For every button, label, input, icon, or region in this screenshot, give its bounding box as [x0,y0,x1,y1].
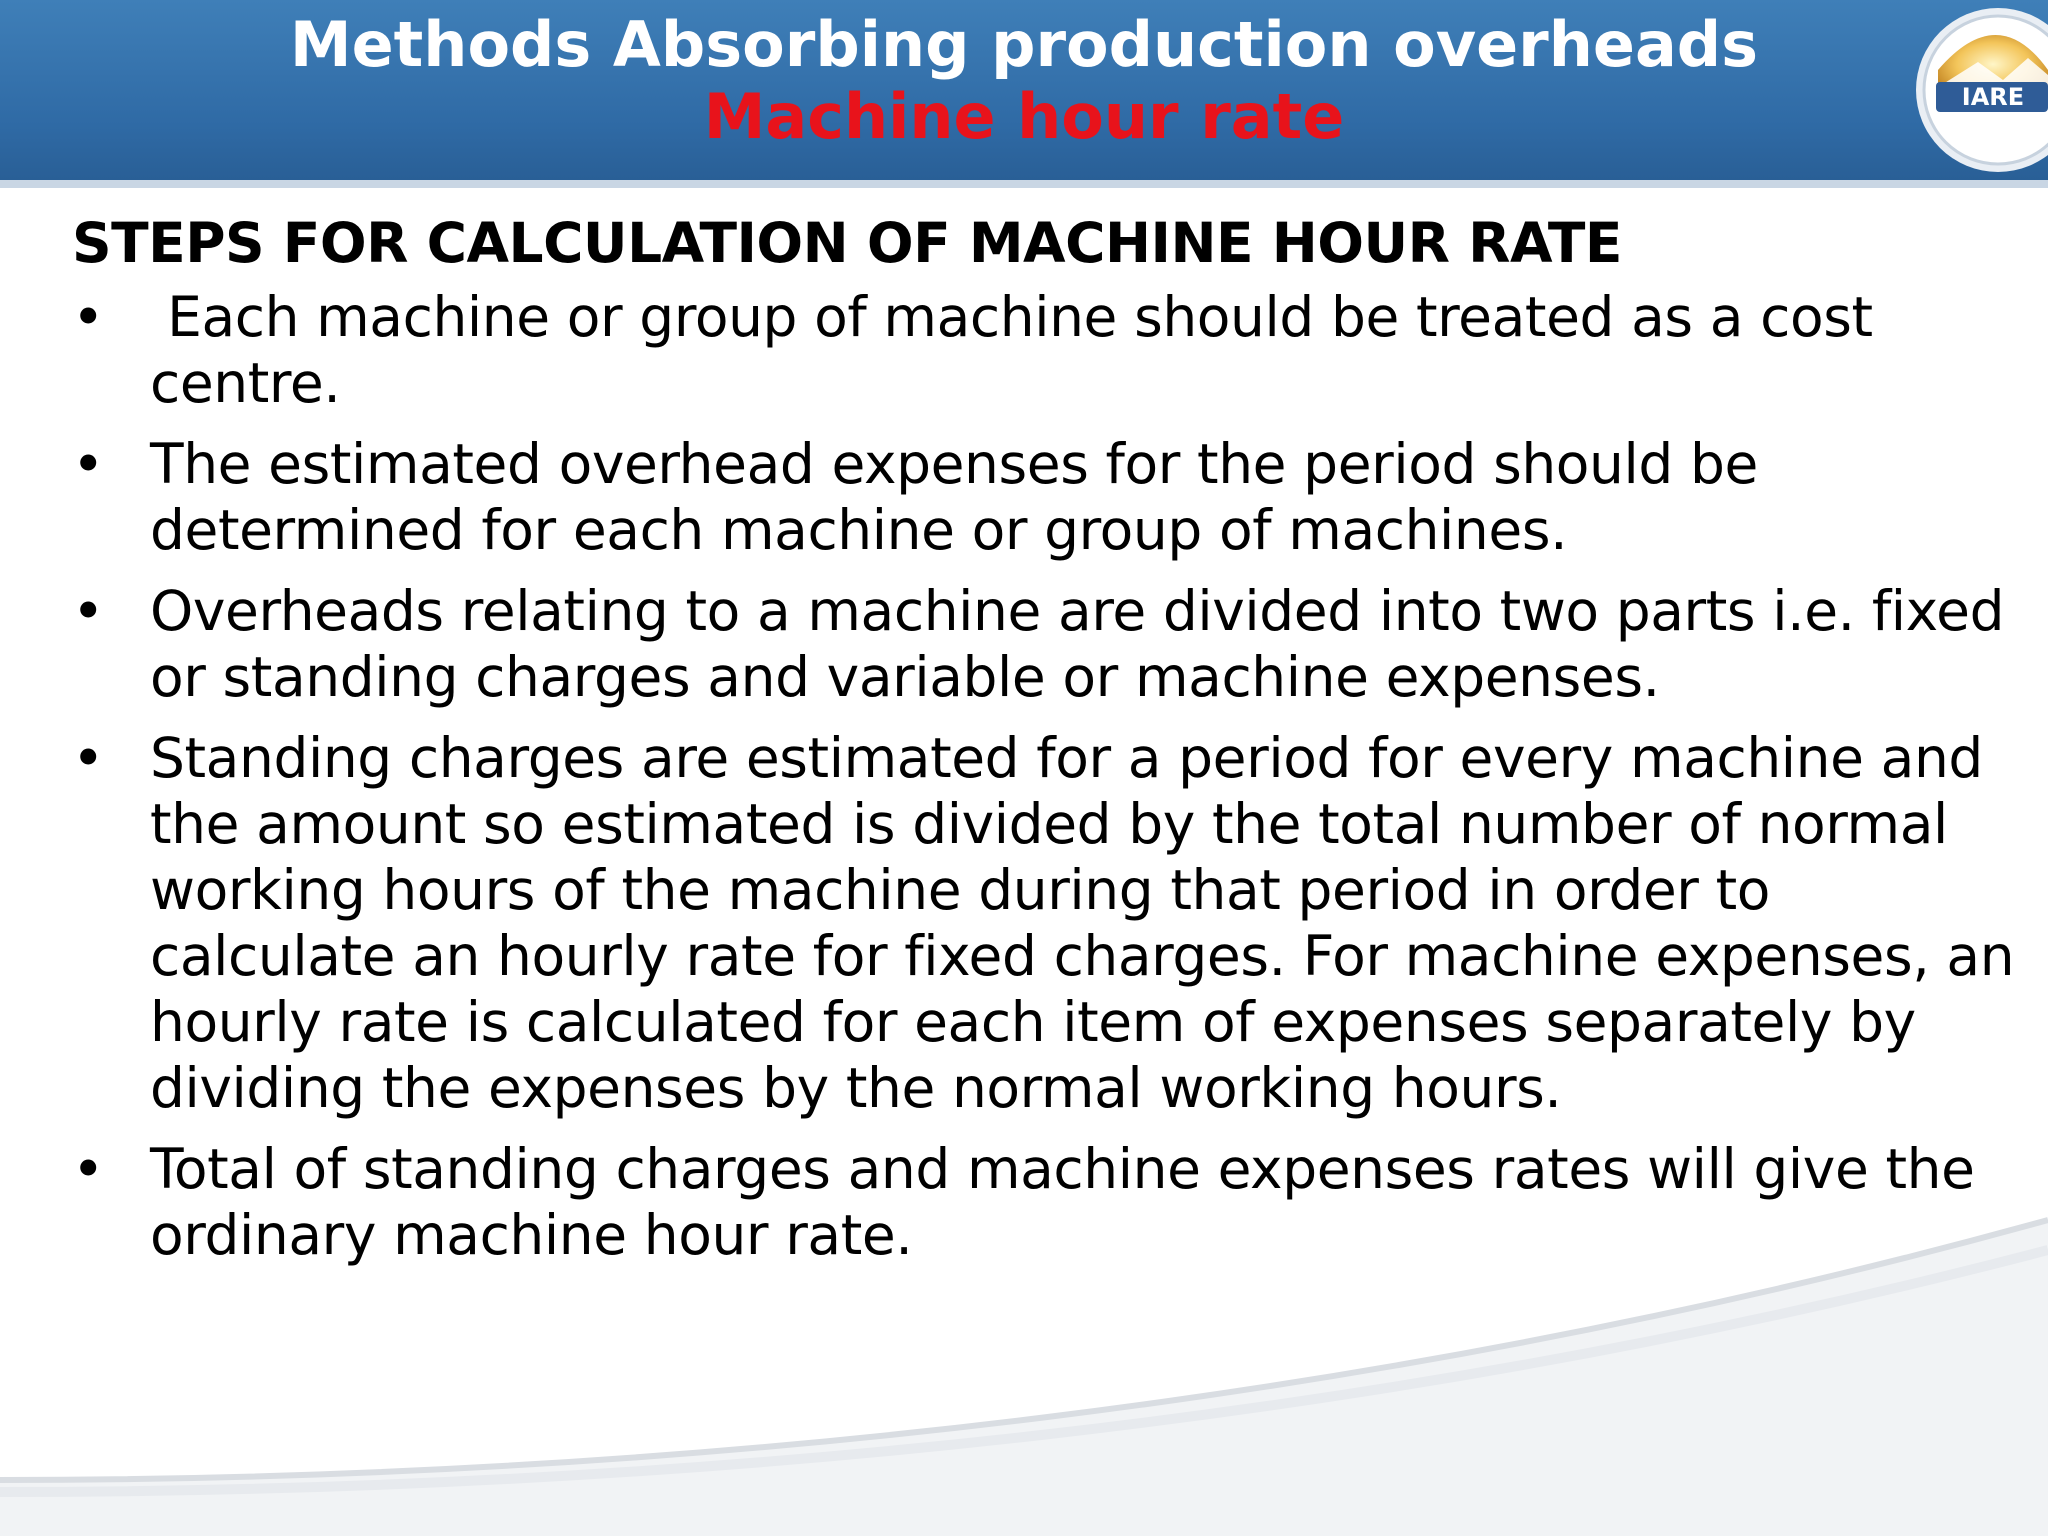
bullet-icon: • [72,726,105,790]
slide-subtitle: Machine hour rate [703,80,1345,153]
logo-text: IARE [1961,83,2025,111]
step-text: Total of standing charges and machine expenses rates will give the ordinary machine hour rate. [150,1137,1975,1267]
list-item [72,431,2032,563]
step-text: The estimated overhead expenses for the period should be determined for each machine or group of machines. [150,432,1758,562]
slide-title: Methods Absorbing production overheads [289,8,1759,81]
iare-logo-icon [1898,0,2048,175]
steps-list [72,284,2032,1268]
content-area [72,206,2032,1283]
step-text: Overheads relating to a machine are divided into two parts i.e. fixed or standing charges and variable or machine expenses. [150,579,2005,709]
bullet-icon: • [72,1137,105,1201]
step-text: Each machine or group of machine should be treated as a cost centre. [150,285,1890,415]
list-item [72,725,2032,1121]
bullet-icon: • [72,285,105,349]
section-heading: STEPS FOR CALCULATION OF MACHINE HOUR RATE [72,211,1622,275]
list-item [72,1136,2032,1268]
step-text: Standing charges are estimated for a period for every machine and the amount so estimated is divided by the total number of normal working hours of the machine during that period in order to calculate an hourly rate for fixed charges. For machine expenses, an hourly rate is calculated for each item of expenses separately by dividing the expenses by the normal working hours. [150,726,2015,1120]
list-item [72,578,2032,710]
bullet-icon: • [72,432,105,496]
header-bar [0,0,2048,188]
bullet-icon: • [72,579,105,643]
list-item [72,284,2032,416]
